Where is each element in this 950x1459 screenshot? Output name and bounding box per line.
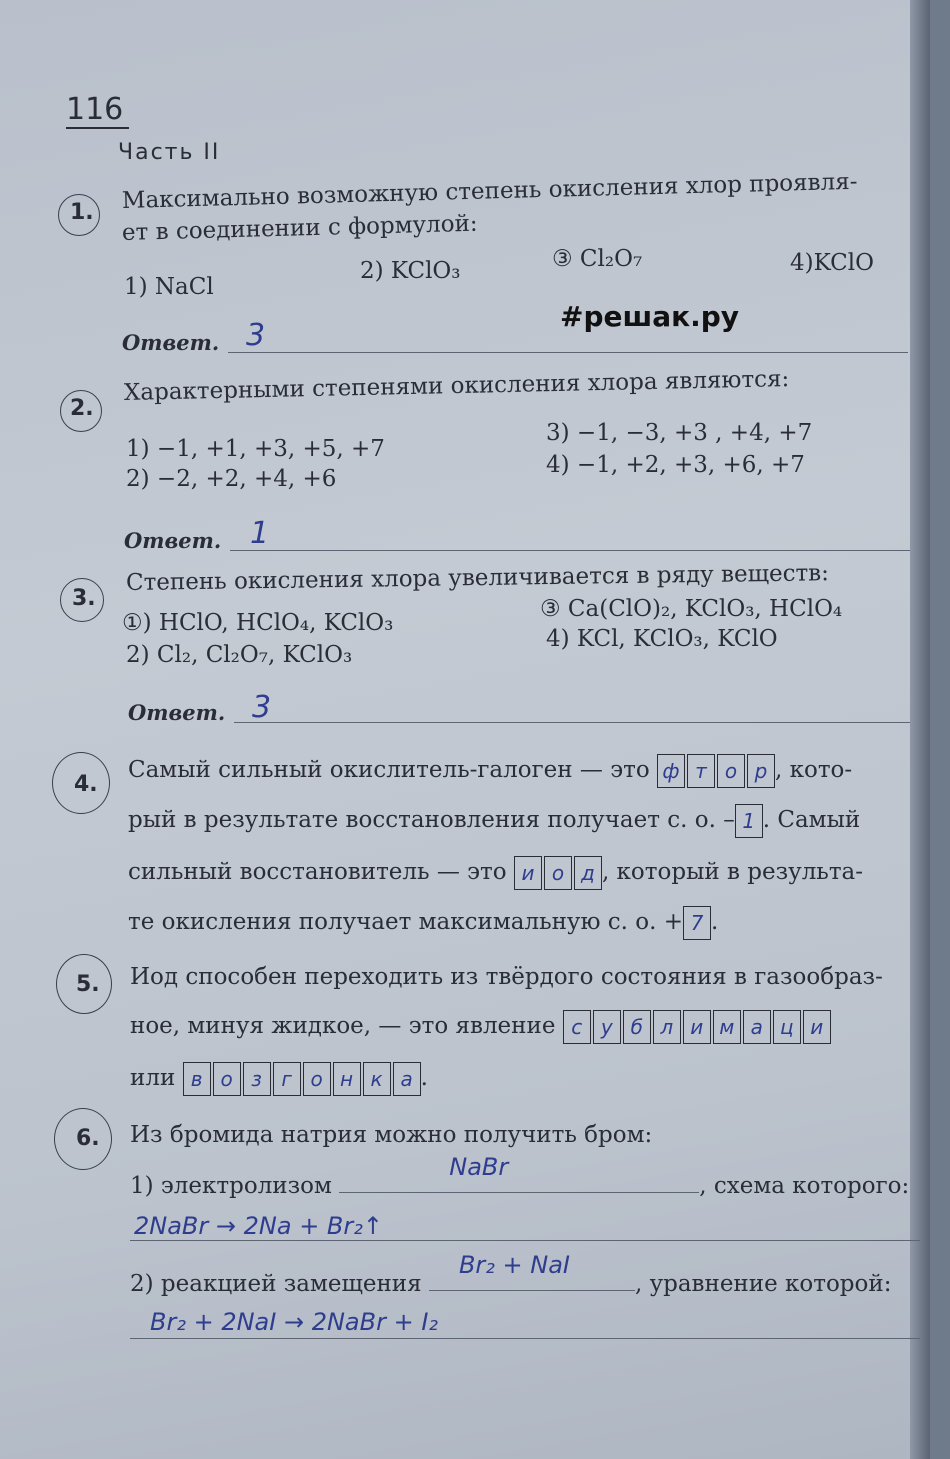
q2-text: Характерными степенями окисления хлора являются: [123, 366, 790, 406]
q6-option-1-label: 1) электролизом [130, 1173, 332, 1199]
q1-number: 1. [70, 200, 94, 225]
q4-line3 [128, 856, 863, 890]
q4-line2-start: рый в результате восстановления получает с. о. – [128, 807, 735, 833]
q2-number: 2. [70, 396, 94, 421]
q1-option-3: ③ Cl₂O₇ [552, 246, 643, 272]
q5-box2-cell: а [393, 1062, 421, 1096]
q5-box1-cell: м [713, 1010, 741, 1044]
q6-option-2-label: 2) реакцией замещения [130, 1271, 422, 1297]
q4-line1-end: , кото- [774, 757, 853, 783]
q6-fill-line-1 [339, 1153, 699, 1193]
q2-answer-label: Ответ. [124, 528, 222, 553]
q2-answer-line [230, 550, 910, 551]
q4-box1-cell: о [717, 754, 745, 788]
q6-option-1-handwriting: NaBr [449, 1153, 509, 1181]
q1-answer-line [228, 352, 908, 353]
q4-line4-end: . [711, 909, 719, 935]
q3-number: 3. [72, 586, 96, 611]
q6-scheme-2-line [130, 1338, 920, 1339]
q4-line2-end: . Самый [762, 807, 861, 833]
q3-answer-value: 3 [252, 690, 272, 725]
q6-scheme-1: 2NaBr → 2Na + Br₂↑ [134, 1212, 383, 1240]
q4-answer-boxes-3 [514, 856, 602, 890]
q3-answer-label: Ответ. [128, 700, 226, 725]
part-title: Часть II [118, 140, 221, 165]
q5-box2-cell: г [273, 1062, 301, 1096]
q3-text: Степень окисления хлора увеличивается в ряду веществ: [125, 560, 830, 596]
q5-box2-cell: о [303, 1062, 331, 1096]
q4-box3-cell: и [514, 856, 542, 890]
q4-number: 4. [74, 772, 98, 797]
q4-line1 [128, 754, 852, 788]
q1-answer-value: 3 [246, 318, 266, 353]
q5-line2-start: ное, минуя жидкое, — это явление [130, 1013, 556, 1039]
q4-line3-end: , который в результа- [601, 859, 864, 885]
q6-number: 6. [76, 1126, 100, 1151]
q5-line3-start: или [130, 1065, 176, 1091]
q6-option-2-end: , уравнение которой: [634, 1271, 892, 1297]
q5-line3 [130, 1062, 428, 1096]
q6-option-1-end: , схема которого: [699, 1173, 910, 1199]
q4-answer-boxes-2 [735, 804, 763, 838]
q1-option-1: 1) NaCl [124, 274, 214, 300]
q4-box1-cell: т [687, 754, 715, 788]
q4-box3-cell: о [544, 856, 572, 890]
q4-answer-boxes-1 [657, 754, 775, 788]
q5-box2-cell: н [333, 1062, 361, 1096]
q6-option-2 [130, 1251, 892, 1299]
q5-answer-boxes-1 [563, 1010, 831, 1044]
q6-option-2-handwriting: Br₂ + NaI [458, 1251, 571, 1279]
q4-line2 [128, 804, 860, 838]
q3-option-1: ①) HClO, HClO₄, KClO₃ [122, 610, 394, 636]
q3-answer-line [234, 722, 910, 723]
q1-text-line2: ет в соединении с формулой: [121, 210, 478, 246]
watermark: #решак.ру [560, 300, 740, 333]
q6-fill-line-2 [429, 1251, 635, 1291]
q5-answer-boxes-2 [183, 1062, 421, 1096]
q5-box1-cell: а [743, 1010, 771, 1044]
q5-box2-cell: з [243, 1062, 271, 1096]
q4-line4 [128, 906, 718, 940]
q1-option-2: 2) KClO₃ [360, 258, 461, 284]
q5-box1-cell: л [653, 1010, 681, 1044]
q2-option-3: 3) −1, −3, +3 , +4, +7 [546, 420, 813, 446]
q5-box2-cell: в [183, 1062, 211, 1096]
q4-box2-cell: 1 [735, 804, 763, 838]
q6-option-1 [130, 1153, 910, 1201]
q6-scheme-1-line [130, 1240, 920, 1241]
q1-option-4: 4)KClO [790, 250, 874, 276]
q3-option-2: 2) Cl₂, Cl₂O₇, KClO₃ [126, 642, 353, 668]
q4-line1-start: Самый сильный окислитель-галоген — это [128, 757, 650, 783]
q5-line3-end: . [420, 1065, 428, 1091]
q1-answer-label: Ответ. [122, 330, 220, 355]
q4-box1-cell: р [747, 754, 775, 788]
q2-answer-value: 1 [250, 516, 270, 551]
q5-box1-cell: с [563, 1010, 591, 1044]
q2-option-4: 4) −1, +2, +3, +6, +7 [546, 452, 805, 478]
q4-answer-boxes-4 [683, 906, 711, 940]
q4-line3-start: сильный восстановитель — это [128, 859, 507, 885]
q1-text-line1: Максимально возможную степень окисления хлор проявля- [121, 168, 858, 214]
q3-option-4: 4) KCl, KClO₃, KClO [546, 626, 778, 652]
q5-box1-cell: и [803, 1010, 831, 1044]
q6-scheme-2: Br₂ + 2NaI → 2NaBr + I₂ [150, 1308, 439, 1336]
q4-line4-start: те окисления получает максимальную с. о. + [128, 909, 684, 935]
q6-text: Из бромида натрия можно получить бром: [130, 1122, 653, 1148]
q4-box3-cell: д [574, 856, 602, 890]
q5-line2 [130, 1010, 831, 1044]
q5-box1-cell: и [683, 1010, 711, 1044]
q5-number: 5. [76, 972, 100, 997]
q4-box4-cell: 7 [683, 906, 711, 940]
q5-box1-cell: у [593, 1010, 621, 1044]
page-number: 116 [66, 92, 129, 129]
q5-box1-cell: ц [773, 1010, 801, 1044]
q4-box1-cell: ф [657, 754, 685, 788]
q5-box1-cell: б [623, 1010, 651, 1044]
q2-option-1: 1) −1, +1, +3, +5, +7 [126, 436, 385, 462]
q5-box2-cell: о [213, 1062, 241, 1096]
q2-option-2: 2) −2, +2, +4, +6 [126, 466, 337, 492]
q3-option-3: ③ Ca(ClO)₂, KClO₃, HClO₄ [540, 596, 843, 622]
q5-box2-cell: к [363, 1062, 391, 1096]
q5-line1: Иод способен переходить из твёрдого состояния в газообраз- [130, 964, 883, 990]
